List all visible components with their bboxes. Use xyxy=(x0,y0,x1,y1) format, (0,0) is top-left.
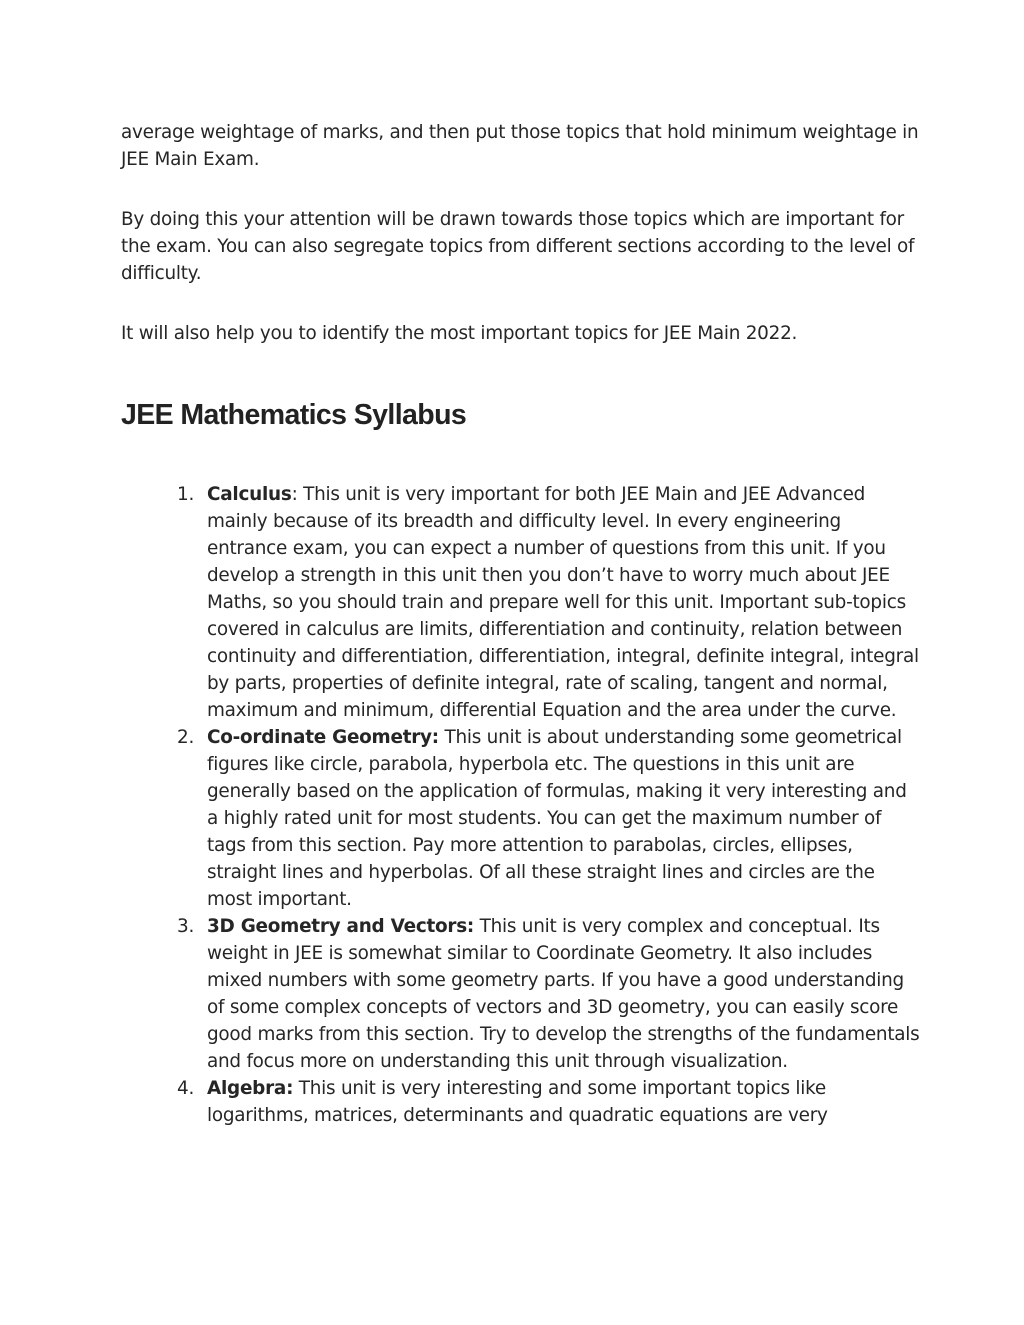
list-item-calculus xyxy=(121,481,921,724)
section-heading: JEE Mathematics Syllabus xyxy=(121,399,467,431)
list-item-text: : This unit is very important for both JEE Main and JEE Advanced mainly because of its breadth and difficulty level. In every engineering entrance exam, you can expect a number of questions from this unit. If you develop a strength in this unit then you don’t have to worry much about JEE Maths, so you should train and prepare well for this unit. Important sub-topics covered in calculus are limits, differentiation and continuity, relation between continuity and differentiation, differentiation, integral, definite integral, integral by parts, properties of definite integral, rate of scaling, tangent and normal, maximum and minimum, differential Equation and the area under the curve. xyxy=(207,484,919,721)
list-item-text: This unit is very complex and conceptual. Its weight in JEE is somewhat similar to Coordinate Geometry. It also includes mixed numbers with some geometry parts. If you have a good understanding of some complex concepts of vectors and 3D geometry, you can easily score good marks from this section. Try to develop the strengths of the fundamentals and focus more on understanding this unit through visualization. xyxy=(207,916,920,1072)
intro-paragraph-weightage: average weightage of marks, and then put those topics that hold minimum weightage in JEE Main Exam. xyxy=(121,122,919,170)
list-item-algebra xyxy=(121,1075,921,1129)
list-item-3d-geometry-vectors xyxy=(121,913,921,1075)
list-item-term: Algebra: xyxy=(207,1078,294,1099)
list-number: 2. xyxy=(177,727,195,748)
list-item-text: This unit is very interesting and some important topics like logarithms, matrices, determinants and quadratic equations are very xyxy=(207,1078,828,1126)
document-page xyxy=(121,119,921,1129)
intro-paragraph-attention: By doing this your attention will be drawn towards those topics which are important for the exam. You can also segregate topics from different sections according to the level of difficulty. xyxy=(121,209,915,284)
intro-paragraph-important-topics: It will also help you to identify the most important topics for JEE Main 2022. xyxy=(121,323,798,344)
list-number: 1. xyxy=(177,484,195,505)
list-number: 4. xyxy=(177,1078,195,1099)
list-item-term: Co-ordinate Geometry: xyxy=(207,727,439,748)
list-item-term: 3D Geometry and Vectors: xyxy=(207,916,475,937)
list-number: 3. xyxy=(177,916,195,937)
list-item-term: Calculus xyxy=(207,484,292,505)
list-item-text: This unit is about understanding some geometrical figures like circle, parabola, hyperbola etc. The questions in this unit are generally based on the application of formulas, making it very interesting and a highly rated unit for most students. You can get the maximum number of tags from this section. Pay more attention to parabolas, circles, ellipses, straight lines and hyperbolas. Of all these straight lines and circles are the most important. xyxy=(207,727,907,910)
syllabus-list xyxy=(121,481,921,1129)
list-item-coordinate-geometry xyxy=(121,724,921,913)
